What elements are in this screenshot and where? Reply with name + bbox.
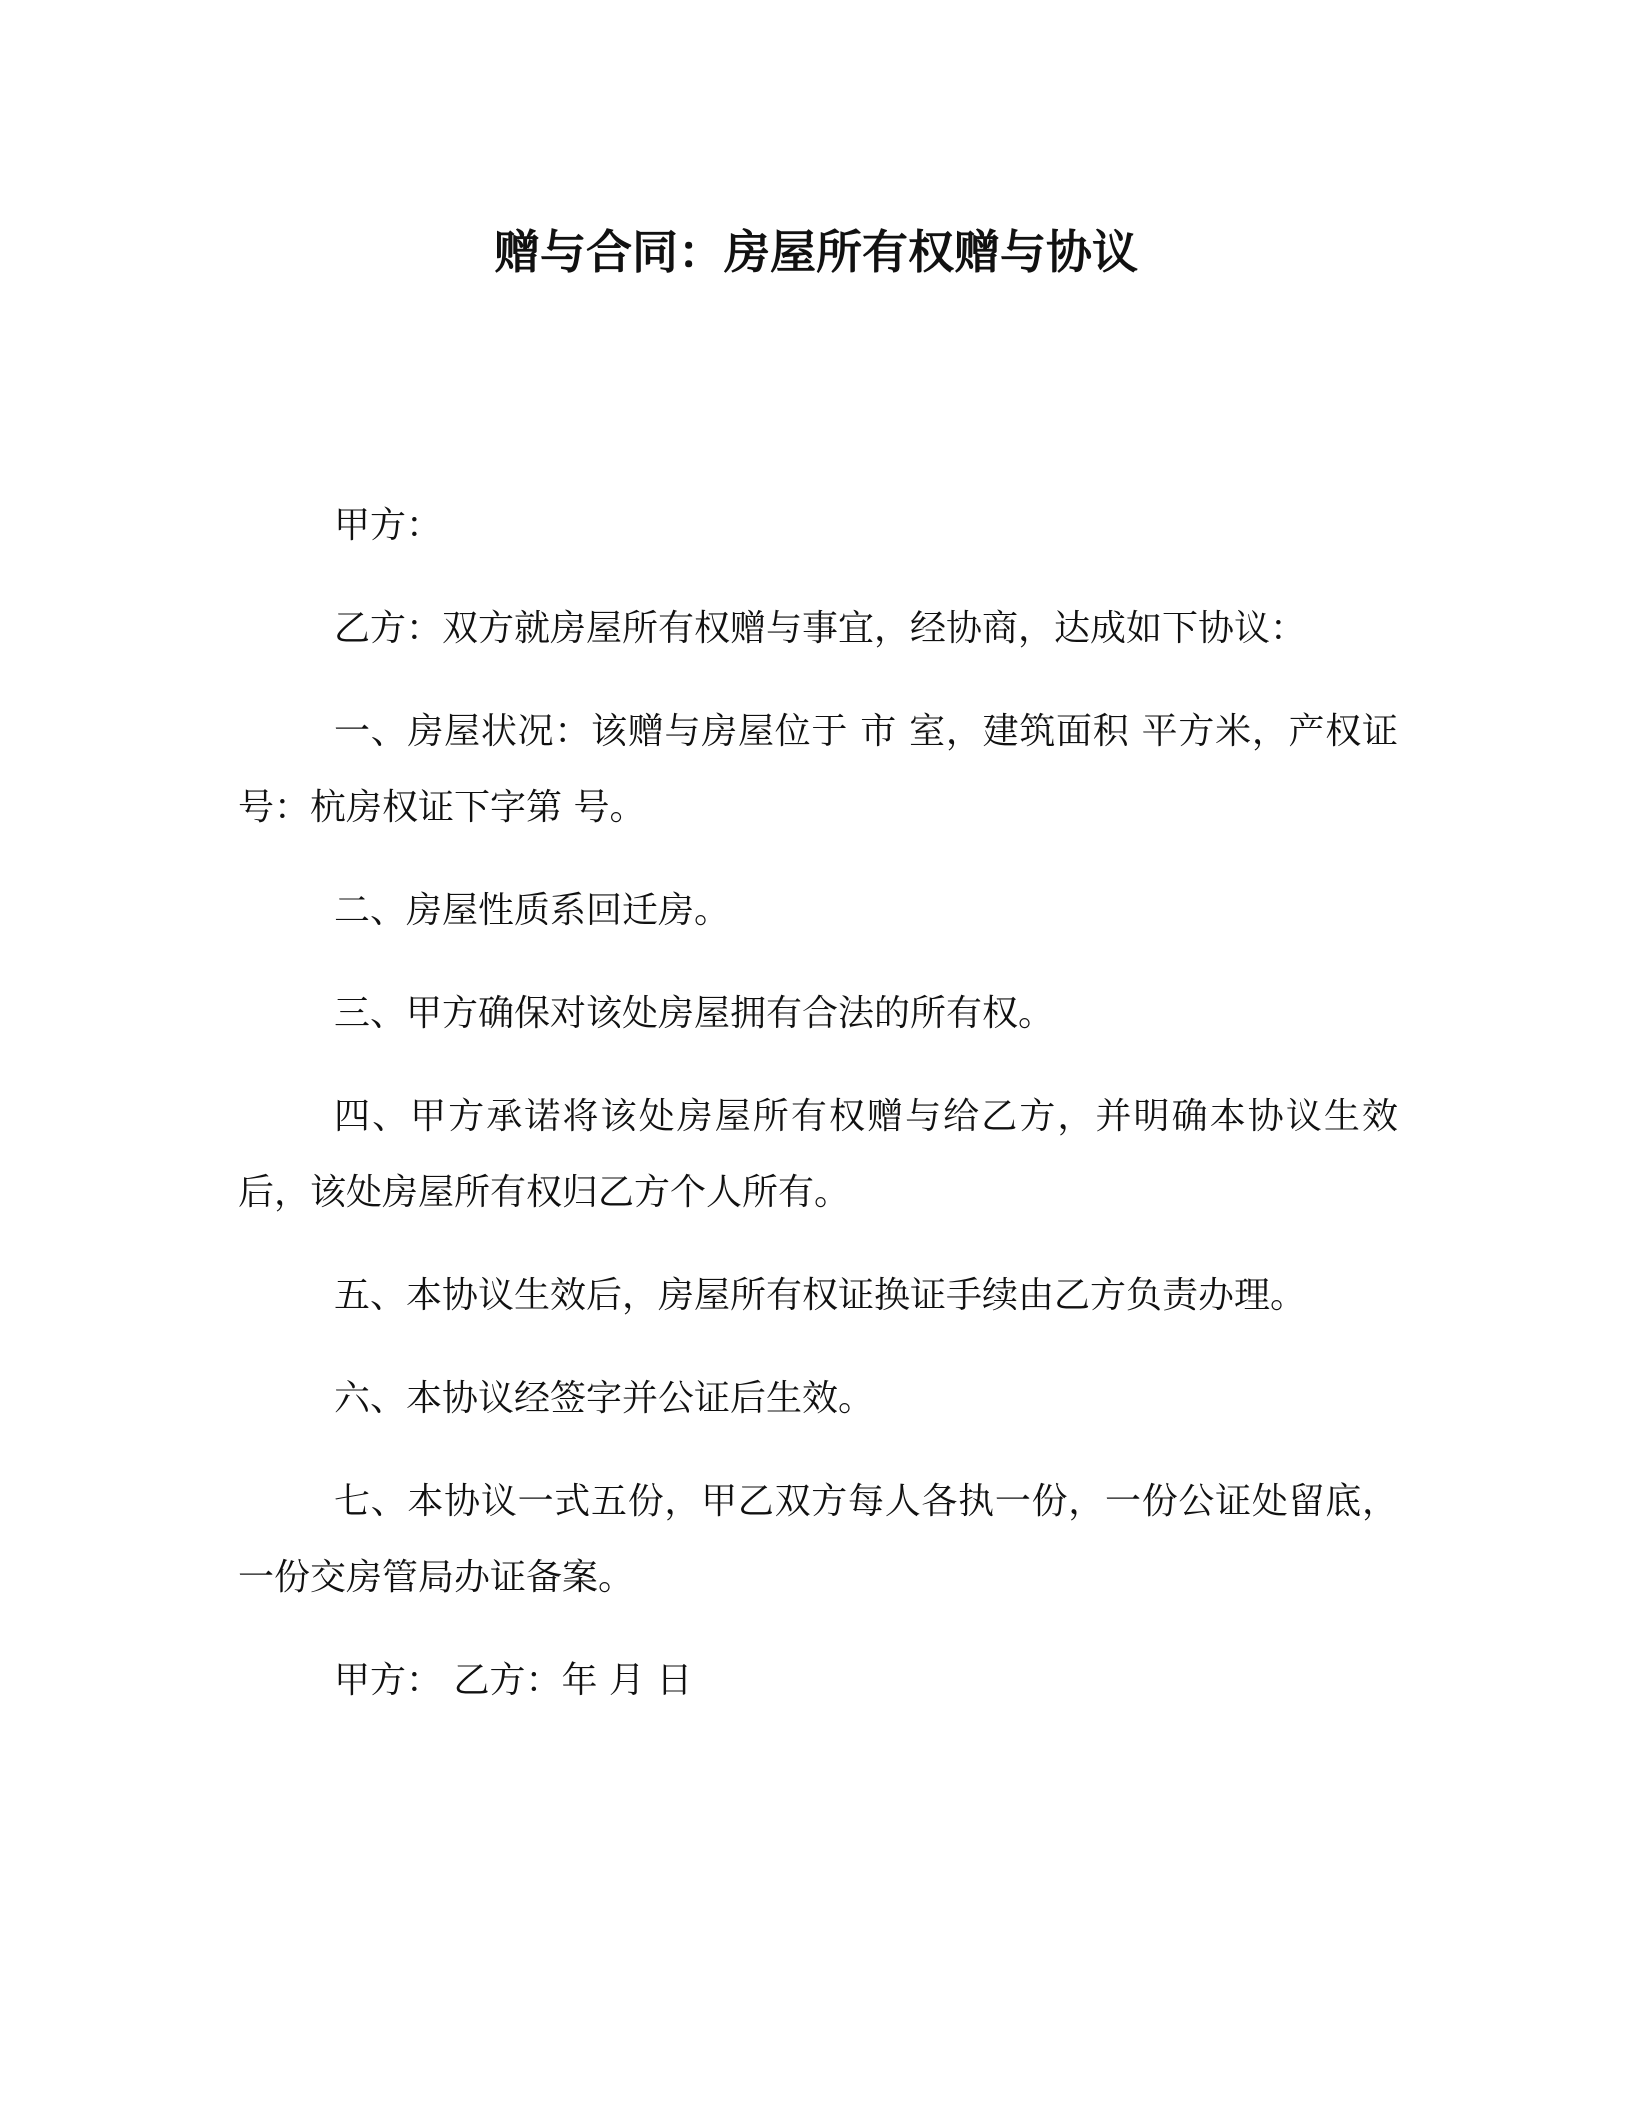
signature-line: 甲方： 乙方：年 月 日: [334, 1660, 693, 1701]
clause-7: 七、本协议一式五份，甲乙双方每人各执一份，一份公证处留底，一份交房管局办证备案。: [238, 1481, 1398, 1598]
clause-5: 五、本协议生效后，房屋所有权证换证手续由乙方负责办理。: [334, 1275, 1307, 1316]
clause-3: 三、甲方确保对该处房屋拥有合法的所有权。: [334, 993, 1055, 1034]
party-a-line: 甲方：: [334, 505, 443, 546]
party-b-intro: 乙方：双方就房屋所有权赠与事宜，经协商，达成如下协议：: [334, 608, 1307, 649]
clause-2: 二、房屋性质系回迁房。: [334, 890, 731, 931]
clause-4: 四、甲方承诺将该处房屋所有权赠与给乙方，并明确本协议生效后，该处房屋所有权归乙方个人所有。: [238, 1096, 1398, 1213]
clause-1: 一、房屋状况：该赠与房屋位于 市 室，建筑面积 平方米，产权证号：杭房权证下字第 号。: [238, 711, 1398, 828]
document-body: [238, 488, 1398, 1719]
document-title: 赠与合同：房屋所有权赠与协议: [494, 225, 1138, 279]
clause-6: 六、本协议经签字并公证后生效。: [334, 1378, 875, 1419]
